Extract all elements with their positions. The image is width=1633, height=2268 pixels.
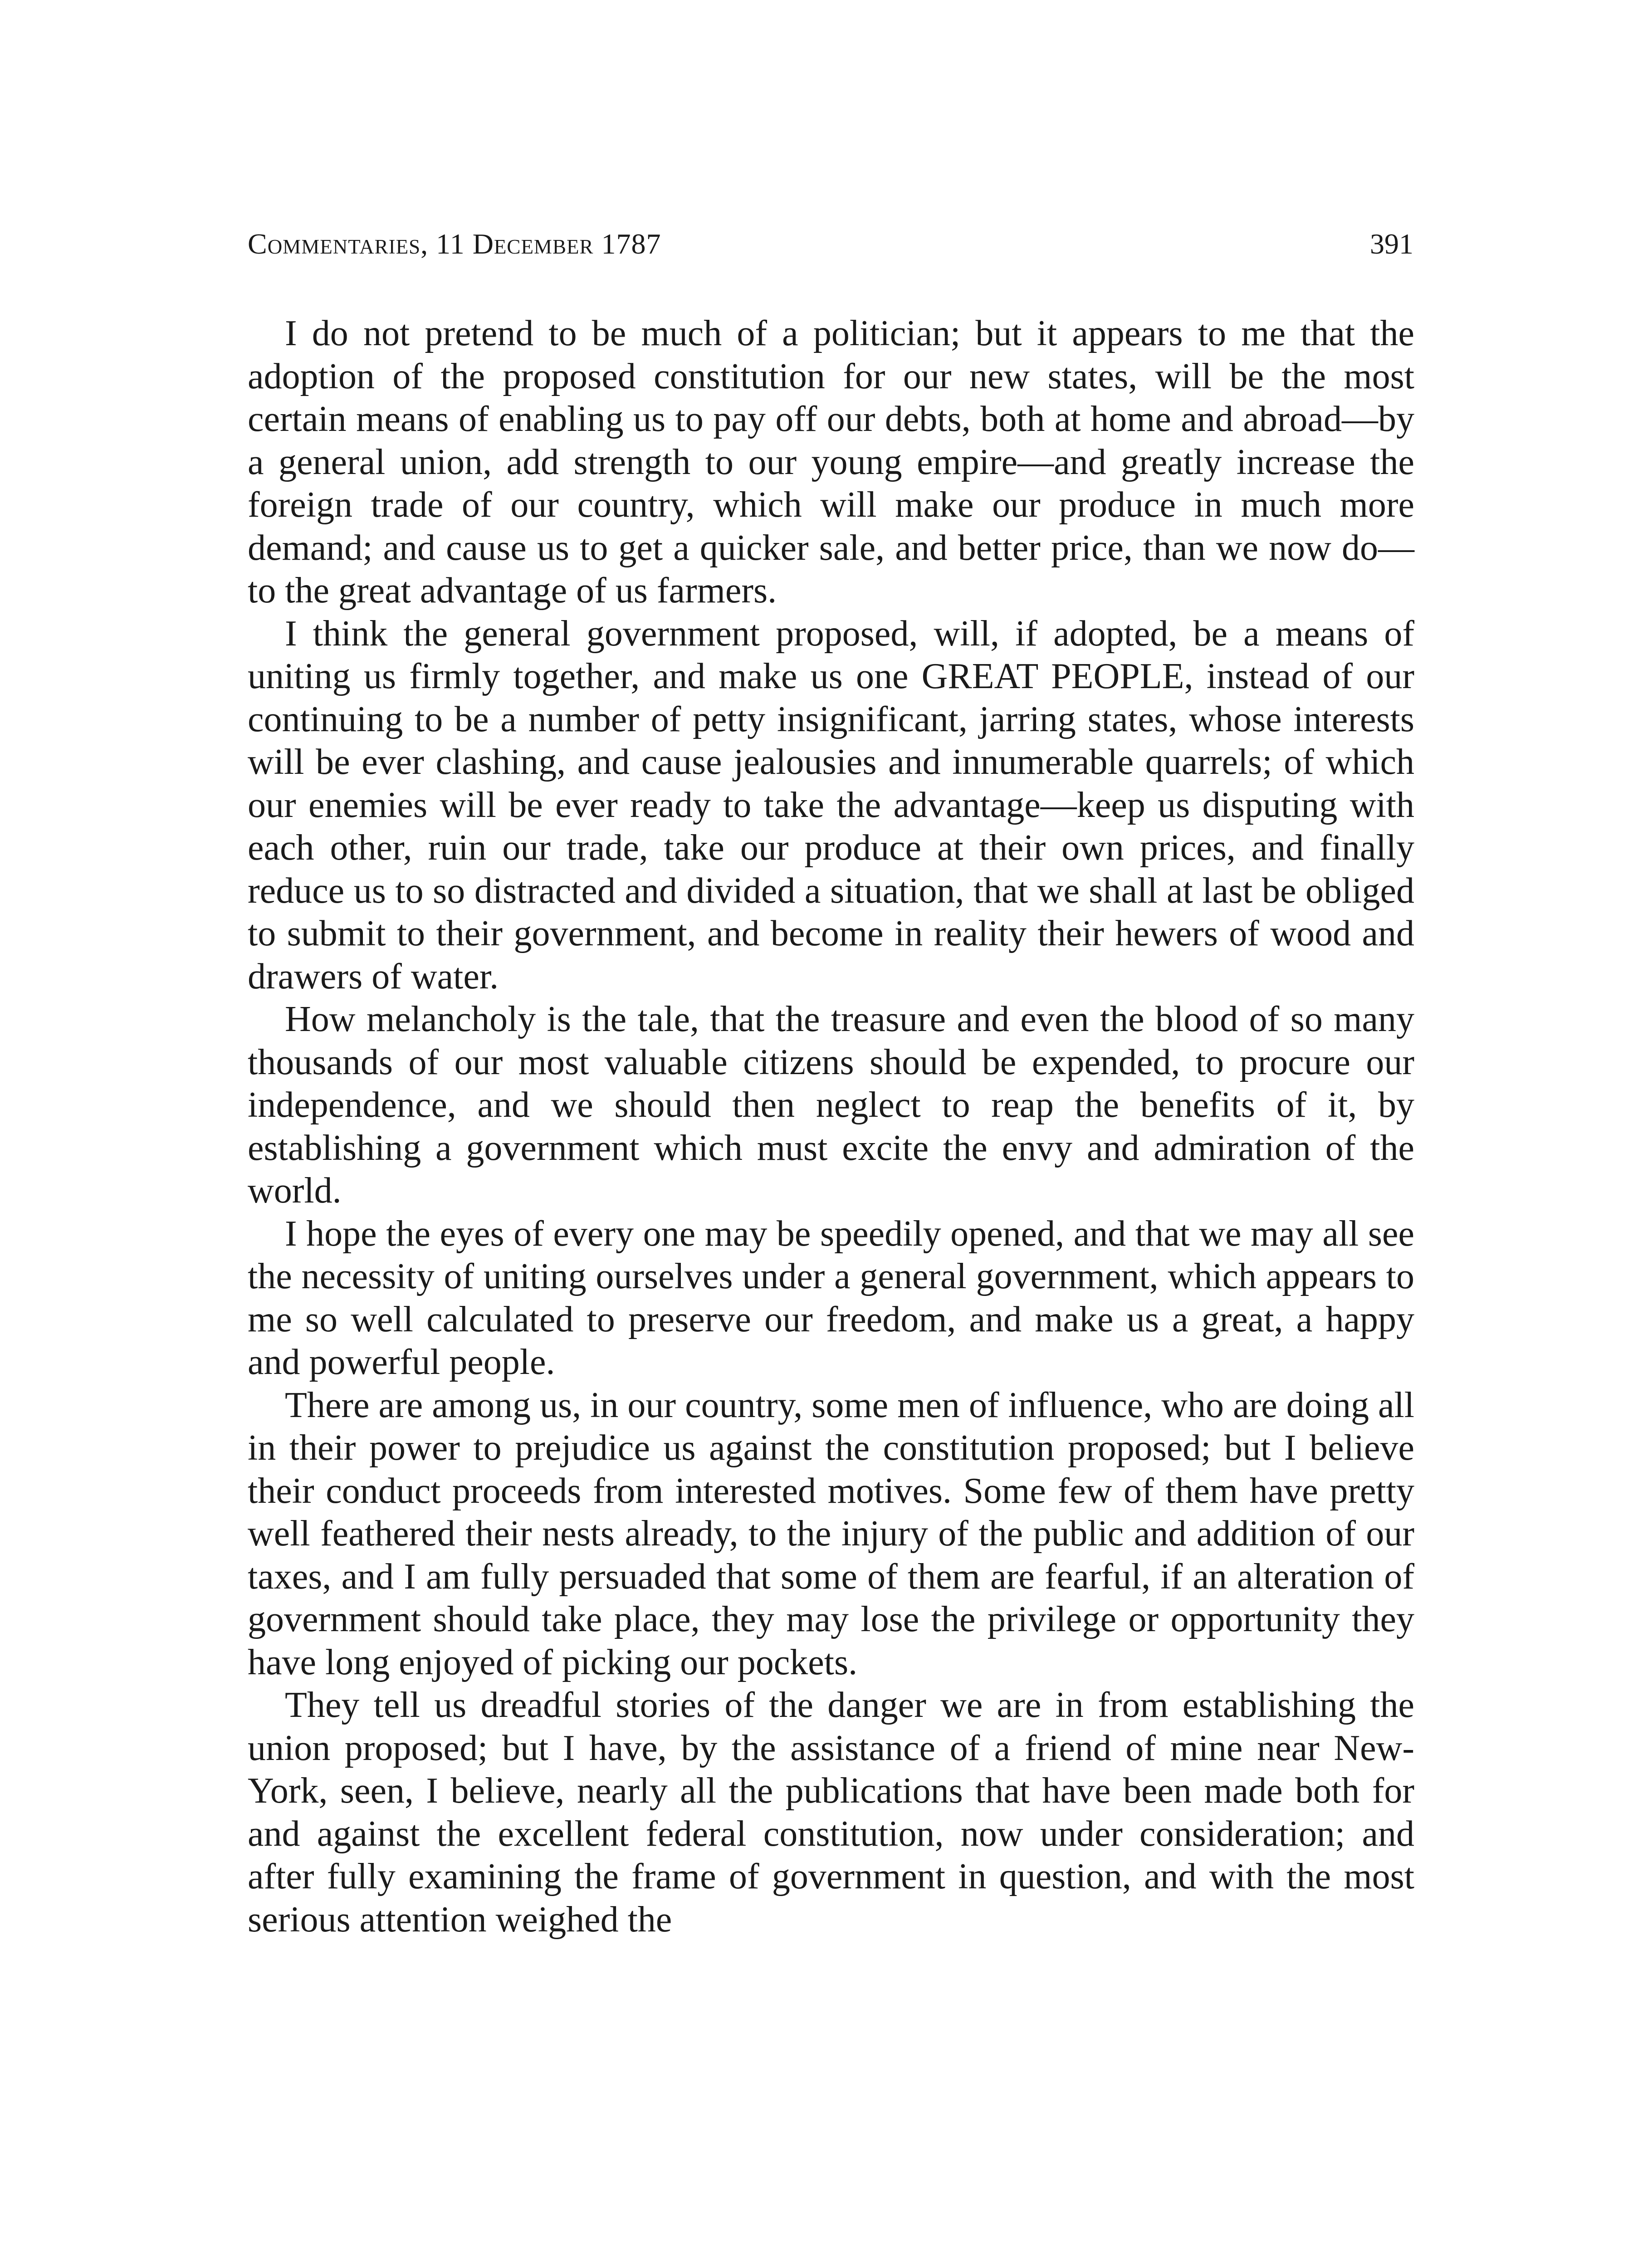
running-head bbox=[248, 221, 1413, 267]
body-text bbox=[248, 312, 1414, 1941]
page-number: 391 bbox=[1370, 228, 1413, 260]
paragraph: There are among us, in our country, some men of influence, who are doing all in their power to prejudice us against the constitution proposed; but I believe their conduct proceeds from interested motives. Some few of them have pretty well feathered their nests already, to the injury of the public and addition of our taxes, and I am fully persuaded that some of them are fearful, if an alteration of government should take place, they may lose the privilege or opportunity they have long enjoyed of picking our pockets. bbox=[248, 1385, 1414, 1682]
paragraph: How melancholy is the tale, that the treasure and even the blood of so many thousands of our most valuable citizens should be expended, to procure our independence, and we should then neglect to reap the benefits of it, by establishing a government which must excite the envy and admiration of the world. bbox=[248, 999, 1414, 1211]
paragraph: I hope the eyes of every one may be speedily opened, and that we may all see the necessity of uniting ourselves under a general government, which appears to me so well calculated to preserve our freedom, and make us a great, a happy and powerful people. bbox=[248, 1213, 1414, 1382]
paragraph: I do not pretend to be much of a politician; but it appears to me that the adoption of the proposed constitution for our new states, will be the most certain means of enabling us to pay off our debts, both at home and abroad—by a general union, add strength to our young empire—and greatly increase the foreign trade of our country, which will make our produce in much more demand; and cause us to get a quicker sale, and better price, than we now do—to the great advantage of us farmers. bbox=[248, 313, 1414, 611]
running-title: Commentaries, 11 December 1787 bbox=[248, 228, 661, 260]
paragraph: They tell us dreadful stories of the danger we are in from establishing the union proposed; but I have, by the assistance of a friend of mine near New-York, seen, I believe, nearly all the publications that have been made both for and against the excellent federal constitution, now under consideration; and after fully examining the frame of government in question, and with the most serious attention weighed the bbox=[248, 1685, 1414, 1940]
paragraph: I think the general government proposed, will, if adopted, be a means of uniting us firmly together, and make us one GREAT PEOPLE, instead of our continuing to be a number of petty insignificant, jarring states, whose interests will be ever clashing, and cause jealousies and innumerable quarrels; of which our enemies will be ever ready to take the advantage—keep us disputing with each other, ruin our trade, take our produce at their own prices, and finally reduce us to so distracted and divided a situation, that we shall at last be obliged to submit to their government, and become in reality their hewers of wood and drawers of water. bbox=[248, 613, 1414, 997]
